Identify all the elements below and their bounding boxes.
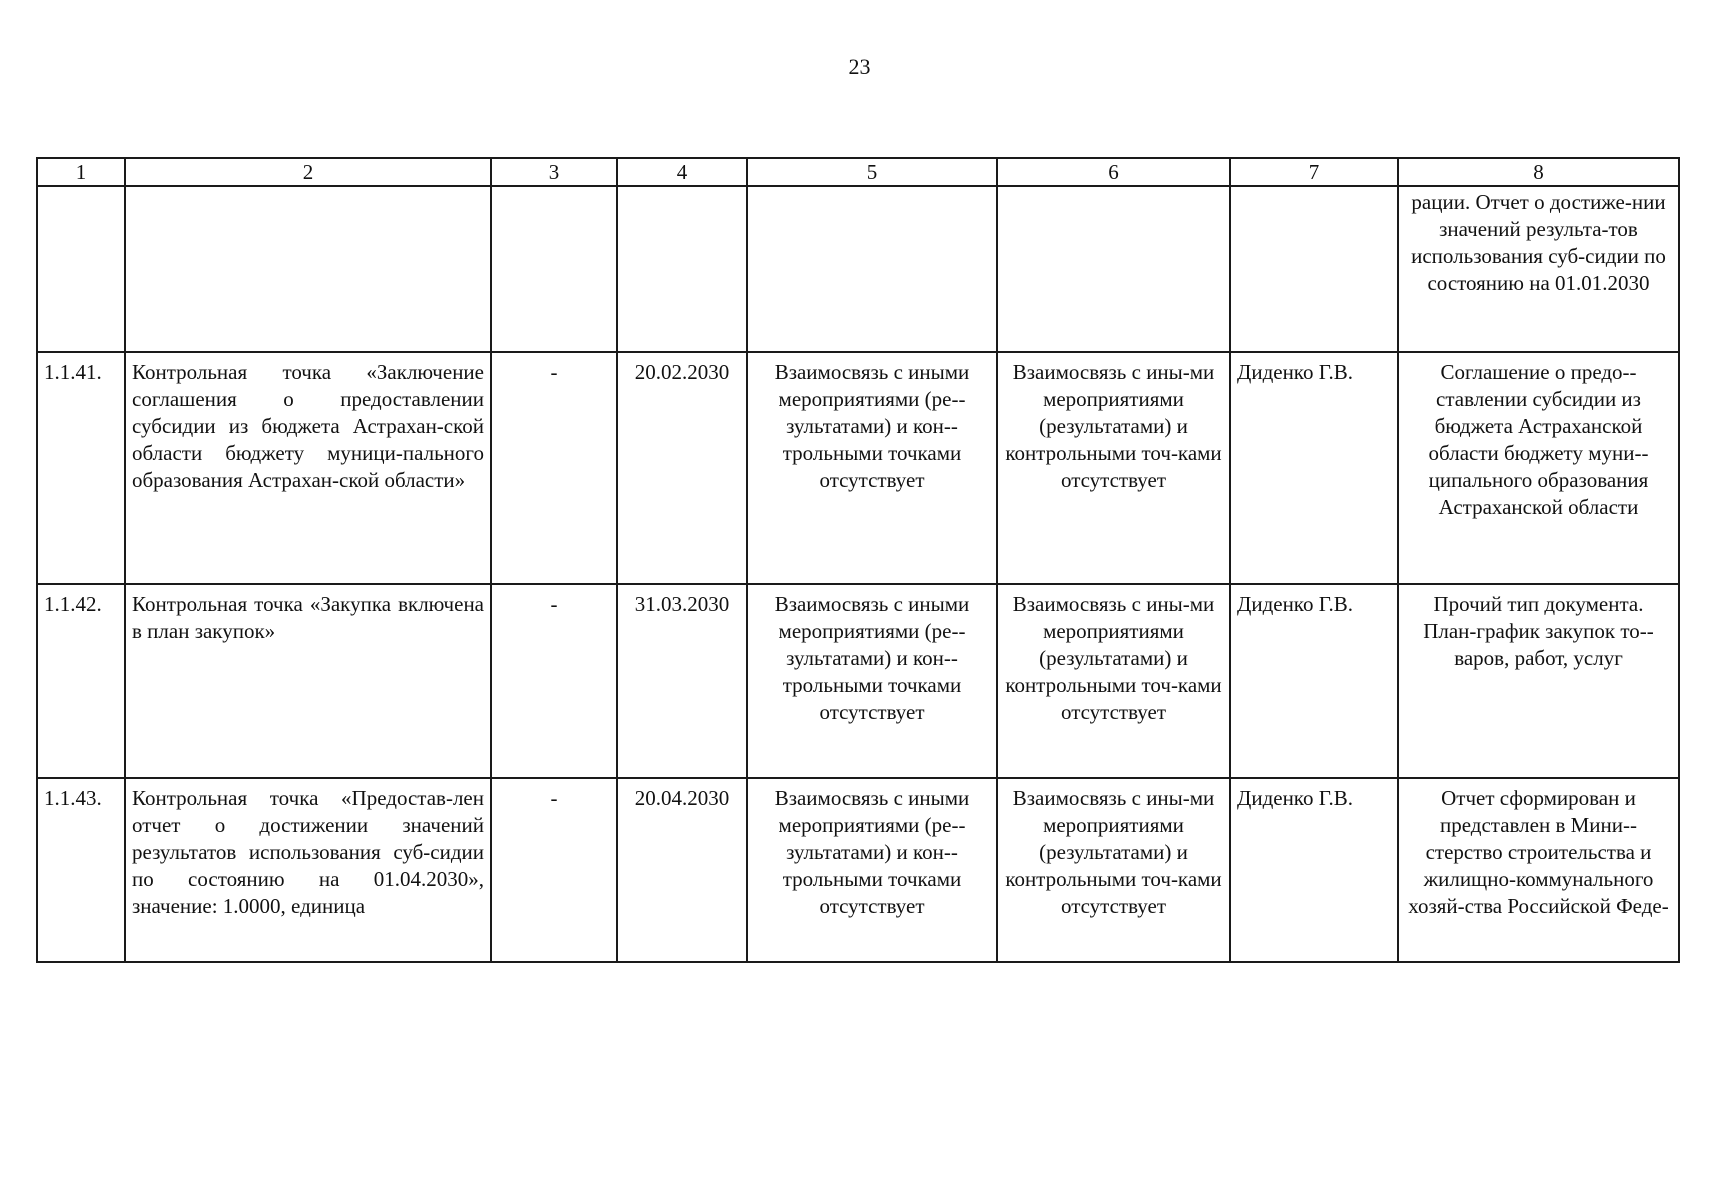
cell-num: 1.1.42.	[37, 584, 125, 778]
table-row	[37, 584, 1679, 778]
cell-responsible: Диденко Г.В.	[1230, 778, 1398, 962]
cell-name	[125, 186, 491, 352]
cell-responsible: Диденко Г.В.	[1230, 352, 1398, 584]
cell-col3	[491, 186, 617, 352]
cell-col7	[1230, 186, 1398, 352]
cell-result-document: рации. Отчет о достиже-нии значений результа-тов использования суб-сидии по состоянию на 01.01.2030	[1398, 186, 1679, 352]
header-col-3: 3	[491, 158, 617, 186]
cell-relation-2: Взаимосвязь с ины-ми мероприятиями (результатами) и контрольными точ-ками отсутствует	[997, 352, 1230, 584]
header-col-4: 4	[617, 158, 747, 186]
header-col-2: 2	[125, 158, 491, 186]
cell-col4	[617, 186, 747, 352]
cell-name: Контрольная точка «Заключение соглашения о предоставлении субсидии из бюджета Астрахан-ской области бюджету муници-пального образования Астрахан-ской области»	[125, 352, 491, 584]
cell-relation-1: Взаимосвязь с иными мероприятиями (ре-зультатами) и кон-трольными точками отсутствует	[747, 778, 997, 962]
cell-relation-1: Взаимосвязь с иными мероприятиями (ре-зультатами) и кон-трольными точками отсутствует	[747, 584, 997, 778]
header-row	[37, 158, 1679, 186]
cell-result-document: Отчет сформирован и представлен в Мини-стерство строительства и жилищно-коммунального хозяй-ства Российской Феде-	[1398, 778, 1679, 962]
cell-num: 1.1.43.	[37, 778, 125, 962]
cell-relation-2: Взаимосвязь с ины-ми мероприятиями (результатами) и контрольными точ-ками отсутствует	[997, 584, 1230, 778]
cell-date: 20.02.2030	[617, 352, 747, 584]
header-col-5: 5	[747, 158, 997, 186]
cell-num	[37, 186, 125, 352]
header-col-6: 6	[997, 158, 1230, 186]
cell-relation-2: Взаимосвязь с ины-ми мероприятиями (результатами) и контрольными точ-ками отсутствует	[997, 778, 1230, 962]
page-number: 23	[848, 54, 871, 79]
cell-num: 1.1.41.	[37, 352, 125, 584]
cell-col6	[997, 186, 1230, 352]
cell-name: Контрольная точка «Закупка включена в план закупок»	[125, 584, 491, 778]
cell-date: 31.03.2030	[617, 584, 747, 778]
cell-date: 20.04.2030	[617, 778, 747, 962]
cell-col3: -	[491, 778, 617, 962]
cell-col3: -	[491, 352, 617, 584]
cell-name: Контрольная точка «Предостав-лен отчет о достижении значений результатов использования суб-сидии по состоянию на 01.04.2030», значение: 1.0000, единица	[125, 778, 491, 962]
cell-relation-1: Взаимосвязь с иными мероприятиями (ре-зультатами) и кон-трольными точками отсутствует	[747, 352, 997, 584]
cell-result-document: Соглашение о предо-ставлении субсидии из бюджета Астраханской области бюджету муни-ципального образования Астраханской области	[1398, 352, 1679, 584]
header-col-8: 8	[1398, 158, 1679, 186]
table-row	[37, 778, 1679, 962]
header-col-7: 7	[1230, 158, 1398, 186]
cell-responsible: Диденко Г.В.	[1230, 584, 1398, 778]
table-row-continuation	[37, 186, 1679, 352]
table-row	[37, 352, 1679, 584]
cell-result-document: Прочий тип документа. План-график закупок то-варов, работ, услуг	[1398, 584, 1679, 778]
cell-col5	[747, 186, 997, 352]
control-points-table	[36, 157, 1680, 963]
header-col-1: 1	[37, 158, 125, 186]
cell-col3: -	[491, 584, 617, 778]
